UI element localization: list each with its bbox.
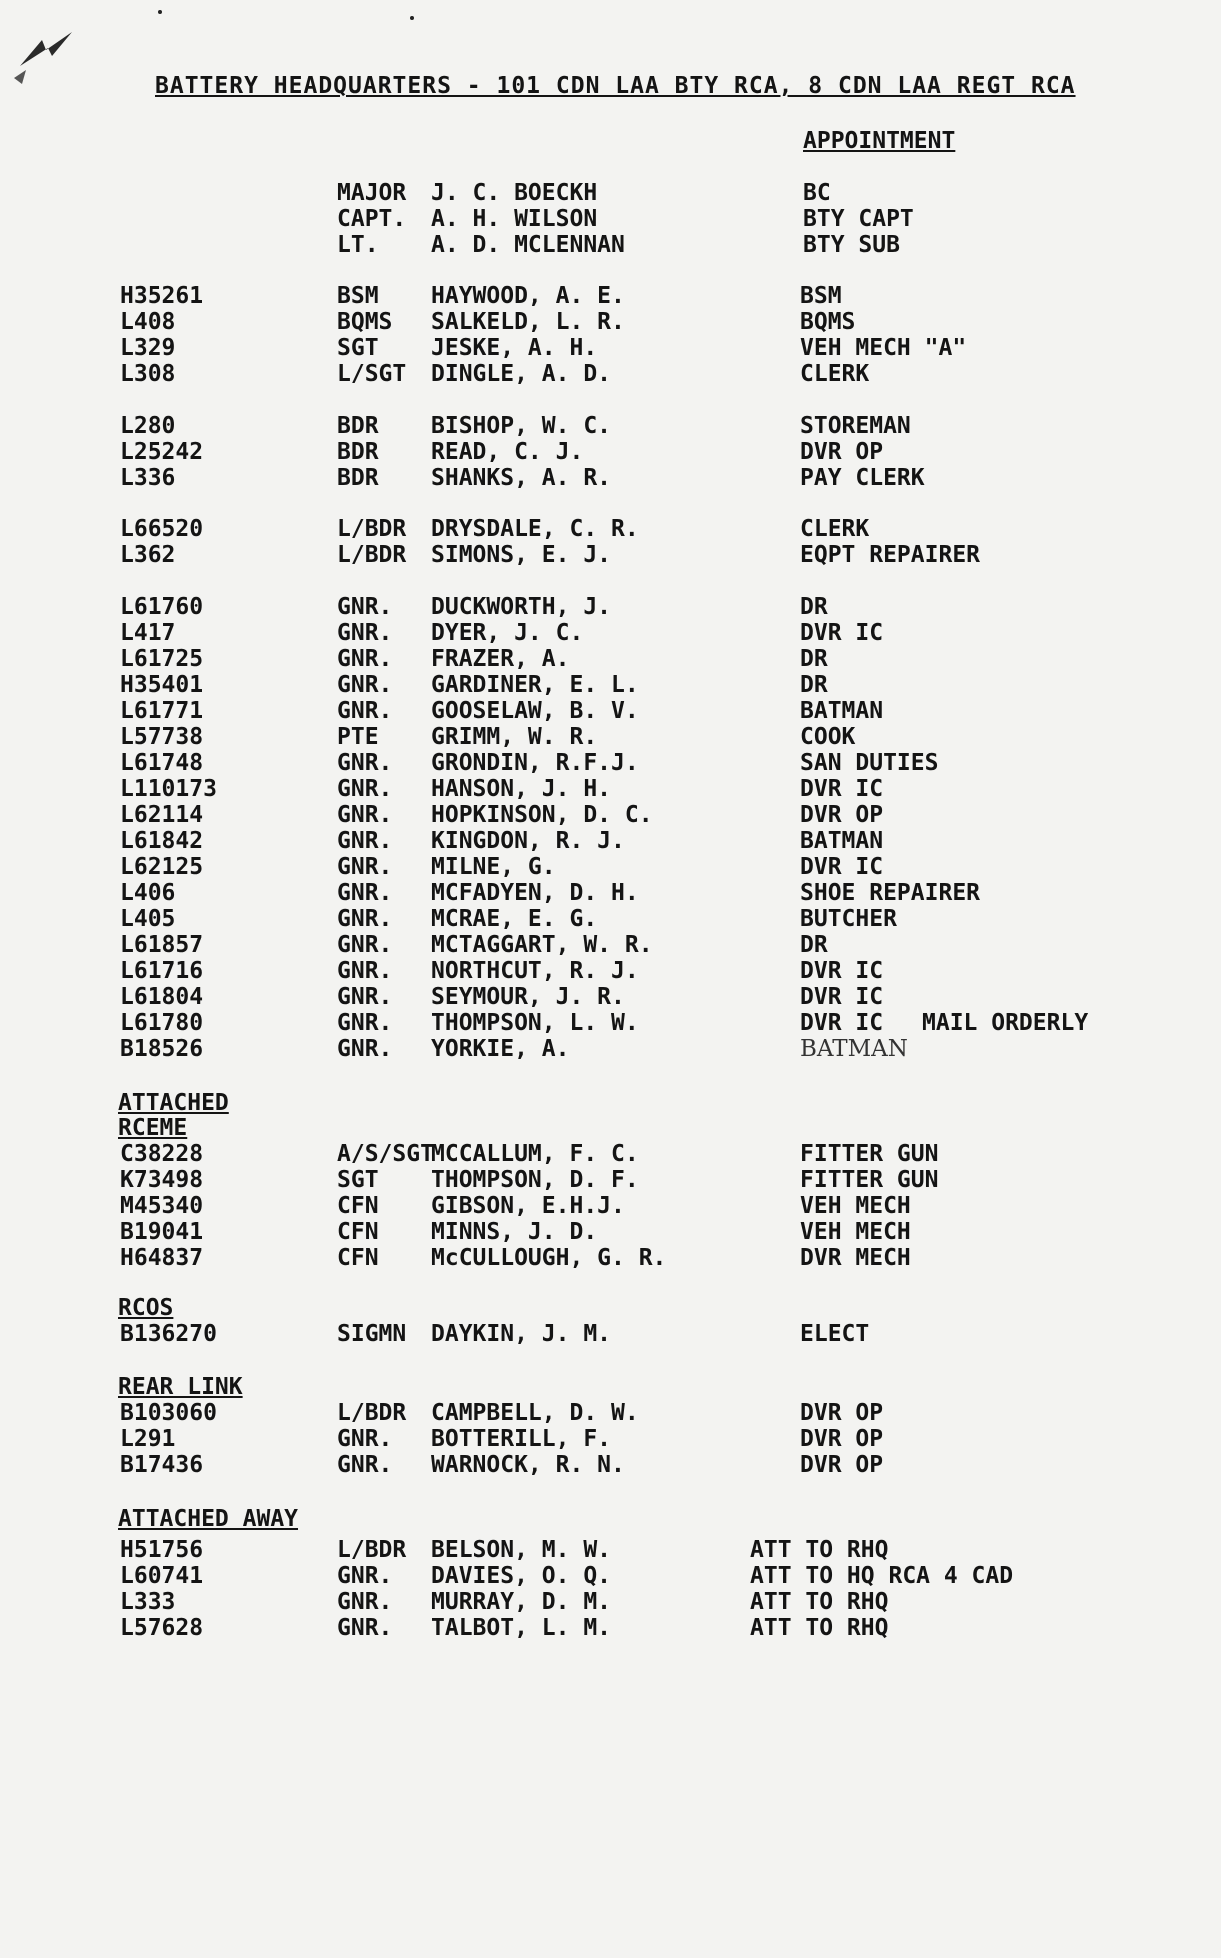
section-heading-attached: ATTACHED (118, 1090, 229, 1116)
table-row (0, 594, 1221, 620)
service-number: H35261 (120, 283, 204, 309)
name: J. C. BOECKH (431, 180, 598, 206)
appointment: DVR OP (800, 1400, 884, 1426)
name: BELSON, M. W. (431, 1537, 612, 1563)
table-row (0, 672, 1221, 698)
name: TALBOT, L. M. (431, 1615, 612, 1641)
service-number: C38228 (120, 1141, 204, 1167)
appointment: STOREMAN (800, 413, 911, 439)
appointment: DR (800, 672, 828, 698)
name: A. D. MCLENNAN (431, 232, 625, 258)
name: CAMPBELL, D. W. (431, 1400, 639, 1426)
appointment: ATT TO RHQ (750, 1589, 889, 1615)
name: GRIMM, W. R. (431, 724, 598, 750)
table-row (0, 361, 1221, 387)
service-number: B136270 (120, 1321, 217, 1347)
name: MILNE, G. (431, 854, 556, 880)
appointment: ATT TO RHQ (750, 1537, 889, 1563)
name: HOPKINSON, D. C. (431, 802, 653, 828)
service-number: L61716 (120, 958, 204, 984)
table-row (0, 1167, 1221, 1193)
name: GIBSON, E.H.J. (431, 1193, 625, 1219)
table-row (0, 1245, 1221, 1271)
appointment: DVR OP (800, 802, 884, 828)
appointment: FITTER GUN (800, 1141, 939, 1167)
appointment: DVR IC (800, 984, 884, 1010)
name: THOMPSON, D. F. (431, 1167, 639, 1193)
service-number: L61771 (120, 698, 204, 724)
rank: GNR. (337, 1589, 393, 1615)
table-row (0, 283, 1221, 309)
table-row (0, 1010, 1221, 1036)
service-number: L62114 (120, 802, 204, 828)
appointment: SHOE REPAIRER (800, 880, 981, 906)
service-number: B18526 (120, 1036, 204, 1062)
table-row (0, 1036, 1221, 1062)
name: MINNS, J. D. (431, 1219, 598, 1245)
appointment: BATMAN (800, 828, 884, 854)
service-number: L66520 (120, 516, 204, 542)
table-row (0, 1321, 1221, 1347)
table-row (0, 854, 1221, 880)
name: MCTAGGART, W. R. (431, 932, 653, 958)
service-number: L61780 (120, 1010, 204, 1036)
section-heading-attached-away: ATTACHED AWAY (118, 1506, 299, 1532)
service-number: L417 (120, 620, 176, 646)
service-number: L362 (120, 542, 176, 568)
rank: GNR. (337, 854, 393, 880)
rank: CFN (337, 1193, 379, 1219)
rank: SIGMN (337, 1321, 407, 1347)
table-row (0, 750, 1221, 776)
appointment: SAN DUTIES (800, 750, 939, 776)
name: FRAZER, A. (431, 646, 570, 672)
rank: GNR. (337, 620, 393, 646)
table-row (0, 309, 1221, 335)
table-row (0, 984, 1221, 1010)
service-number: L61804 (120, 984, 204, 1010)
service-number: M45340 (120, 1193, 204, 1219)
table-row (0, 180, 1221, 206)
appointment: CLERK (800, 516, 870, 542)
appointment: VEH MECH "A" (800, 335, 967, 361)
name: BISHOP, W. C. (431, 413, 612, 439)
name: JESKE, A. H. (431, 335, 598, 361)
appointment: PAY CLERK (800, 465, 925, 491)
rank: GNR. (337, 1036, 393, 1062)
service-number: L291 (120, 1426, 176, 1452)
table-row (0, 1615, 1221, 1641)
appointment: BTY SUB (803, 232, 900, 258)
table-row (0, 646, 1221, 672)
rank: PTE (337, 724, 379, 750)
appointment: DVR OP (800, 1426, 884, 1452)
appointment: DR (800, 932, 828, 958)
service-number: L329 (120, 335, 176, 361)
rank: BQMS (337, 309, 393, 335)
table-row (0, 698, 1221, 724)
name: HANSON, J. H. (431, 776, 612, 802)
rank: GNR. (337, 646, 393, 672)
service-number: L60741 (120, 1563, 204, 1589)
service-number: L57738 (120, 724, 204, 750)
rank: GNR. (337, 880, 393, 906)
service-number: L333 (120, 1589, 176, 1615)
table-row (0, 1537, 1221, 1563)
service-number: L61760 (120, 594, 204, 620)
table-row (0, 542, 1221, 568)
service-number: B17436 (120, 1452, 204, 1478)
name: DUCKWORTH, J. (431, 594, 612, 620)
service-number: L280 (120, 413, 176, 439)
rank: GNR. (337, 672, 393, 698)
service-number: L408 (120, 309, 176, 335)
service-number: L62125 (120, 854, 204, 880)
table-row (0, 516, 1221, 542)
name: YORKIE, A. (431, 1036, 570, 1062)
table-row (0, 232, 1221, 258)
rank: GNR. (337, 1010, 393, 1036)
service-number: L406 (120, 880, 176, 906)
section-subheading-rceme: RCEME (118, 1115, 188, 1141)
name: GRONDIN, R.F.J. (431, 750, 639, 776)
rank: GNR. (337, 1563, 393, 1589)
table-row (0, 1452, 1221, 1478)
appointment: DVR IC (800, 620, 884, 646)
name: DINGLE, A. D. (431, 361, 612, 387)
table-row (0, 776, 1221, 802)
rank: BSM (337, 283, 379, 309)
appointment: VEH MECH (800, 1193, 911, 1219)
name: DYER, J. C. (431, 620, 584, 646)
name: WARNOCK, R. N. (431, 1452, 625, 1478)
appointment: BC (803, 180, 831, 206)
name: MURRAY, D. M. (431, 1589, 612, 1615)
service-number: B103060 (120, 1400, 217, 1426)
name: BOTTERILL, F. (431, 1426, 612, 1452)
name: SALKELD, L. R. (431, 309, 625, 335)
appointment: ATT TO RHQ (750, 1615, 889, 1641)
table-row (0, 335, 1221, 361)
page-title: BATTERY HEADQUARTERS - 101 CDN LAA BTY RCA, 8 CDN LAA REGT RCA (155, 73, 1076, 99)
table-row (0, 1589, 1221, 1615)
rank: GNR. (337, 750, 393, 776)
appointment-heading: APPOINTMENT (803, 128, 956, 154)
rank: CAPT. (337, 206, 407, 232)
rank: GNR. (337, 906, 393, 932)
name: A. H. WILSON (431, 206, 598, 232)
rank: L/BDR (337, 1400, 407, 1426)
table-row (0, 439, 1221, 465)
appointment: BTY CAPT (803, 206, 914, 232)
rank: BDR (337, 413, 379, 439)
table-row (0, 958, 1221, 984)
speck-mark (158, 10, 162, 14)
appointment: DVR IC (800, 854, 884, 880)
table-row (0, 828, 1221, 854)
table-row (0, 1426, 1221, 1452)
name: McCULLOUGH, G. R. (431, 1245, 667, 1271)
name: GOOSELAW, B. V. (431, 698, 639, 724)
table-row (0, 802, 1221, 828)
rank: GNR. (337, 958, 393, 984)
appointment: DVR IC (800, 776, 884, 802)
rank: CFN (337, 1219, 379, 1245)
rank: GNR. (337, 1426, 393, 1452)
table-row (0, 880, 1221, 906)
table-row (0, 413, 1221, 439)
appointment: DR (800, 594, 828, 620)
rank: GNR. (337, 594, 393, 620)
name: DAYKIN, J. M. (431, 1321, 612, 1347)
name: DRYSDALE, C. R. (431, 516, 639, 542)
service-number: H51756 (120, 1537, 204, 1563)
table-row (0, 1193, 1221, 1219)
rank: L/BDR (337, 1537, 407, 1563)
table-row (0, 724, 1221, 750)
table-row (0, 620, 1221, 646)
service-number: L25242 (120, 439, 204, 465)
rank: GNR. (337, 802, 393, 828)
rank: LT. (337, 232, 379, 258)
service-number: L61725 (120, 646, 204, 672)
rank: L/BDR (337, 542, 407, 568)
table-row (0, 1563, 1221, 1589)
service-number: L405 (120, 906, 176, 932)
rank: GNR. (337, 776, 393, 802)
rank: GNR. (337, 1615, 393, 1641)
service-number: H35401 (120, 672, 204, 698)
name: NORTHCUT, R. J. (431, 958, 639, 984)
rank: A/S/SGT (337, 1141, 434, 1167)
section-heading-rear-link: REAR LINK (118, 1374, 243, 1400)
service-number: L110173 (120, 776, 217, 802)
appointment: VEH MECH (800, 1219, 911, 1245)
appointment: BATMAN (800, 1036, 908, 1062)
appointment: DVR IC (800, 1010, 884, 1036)
name: KINGDON, R. J. (431, 828, 625, 854)
rank: GNR. (337, 1452, 393, 1478)
appointment: DVR MECH (800, 1245, 911, 1271)
service-number: L61842 (120, 828, 204, 854)
rank: GNR. (337, 984, 393, 1010)
appointment: BQMS (800, 309, 856, 335)
appointment: DVR OP (800, 1452, 884, 1478)
appointment: ELECT (800, 1321, 870, 1347)
service-number: L61857 (120, 932, 204, 958)
speck-mark (410, 16, 414, 20)
table-row (0, 465, 1221, 491)
rank: L/SGT (337, 361, 407, 387)
rank: BDR (337, 465, 379, 491)
rank: L/BDR (337, 516, 407, 542)
table-row (0, 932, 1221, 958)
scan-mark-icon (12, 26, 82, 86)
service-number: L57628 (120, 1615, 204, 1641)
name: MCRAE, E. G. (431, 906, 598, 932)
appointment: CLERK (800, 361, 870, 387)
table-row (0, 1141, 1221, 1167)
rank: BDR (337, 439, 379, 465)
section-heading-rcos: RCOS (118, 1295, 174, 1321)
appointment: ATT TO HQ RCA 4 CAD (750, 1563, 1014, 1589)
name: DAVIES, O. Q. (431, 1563, 612, 1589)
appointment: FITTER GUN (800, 1167, 939, 1193)
name: MCCALLUM, F. C. (431, 1141, 639, 1167)
name: SIMONS, E. J. (431, 542, 612, 568)
table-row (0, 206, 1221, 232)
service-number: B19041 (120, 1219, 204, 1245)
table-row (0, 1400, 1221, 1426)
name: THOMPSON, L. W. (431, 1010, 639, 1036)
appointment: DVR OP (800, 439, 884, 465)
appointment: DR (800, 646, 828, 672)
rank: MAJOR (337, 180, 407, 206)
name: MCFADYEN, D. H. (431, 880, 639, 906)
rank: GNR. (337, 828, 393, 854)
appointment: BUTCHER (800, 906, 897, 932)
service-number: K73498 (120, 1167, 204, 1193)
name: GARDINER, E. L. (431, 672, 639, 698)
table-row (0, 1219, 1221, 1245)
service-number: L308 (120, 361, 176, 387)
appointment: COOK (800, 724, 856, 750)
appointment: DVR IC (800, 958, 884, 984)
table-row (0, 906, 1221, 932)
service-number: L61748 (120, 750, 204, 776)
name: SHANKS, A. R. (431, 465, 612, 491)
name: SEYMOUR, J. R. (431, 984, 625, 1010)
appointment: BSM (800, 283, 842, 309)
appointment: BATMAN (800, 698, 884, 724)
name: READ, C. J. (431, 439, 584, 465)
service-number: L336 (120, 465, 176, 491)
rank: GNR. (337, 698, 393, 724)
rank: SGT (337, 335, 379, 361)
rank: CFN (337, 1245, 379, 1271)
service-number: H64837 (120, 1245, 204, 1271)
name: HAYWOOD, A. E. (431, 283, 625, 309)
rank: GNR. (337, 932, 393, 958)
rank: SGT (337, 1167, 379, 1193)
appointment: EQPT REPAIRER (800, 542, 981, 568)
additional-appointment: MAIL ORDERLY (922, 1010, 1089, 1036)
